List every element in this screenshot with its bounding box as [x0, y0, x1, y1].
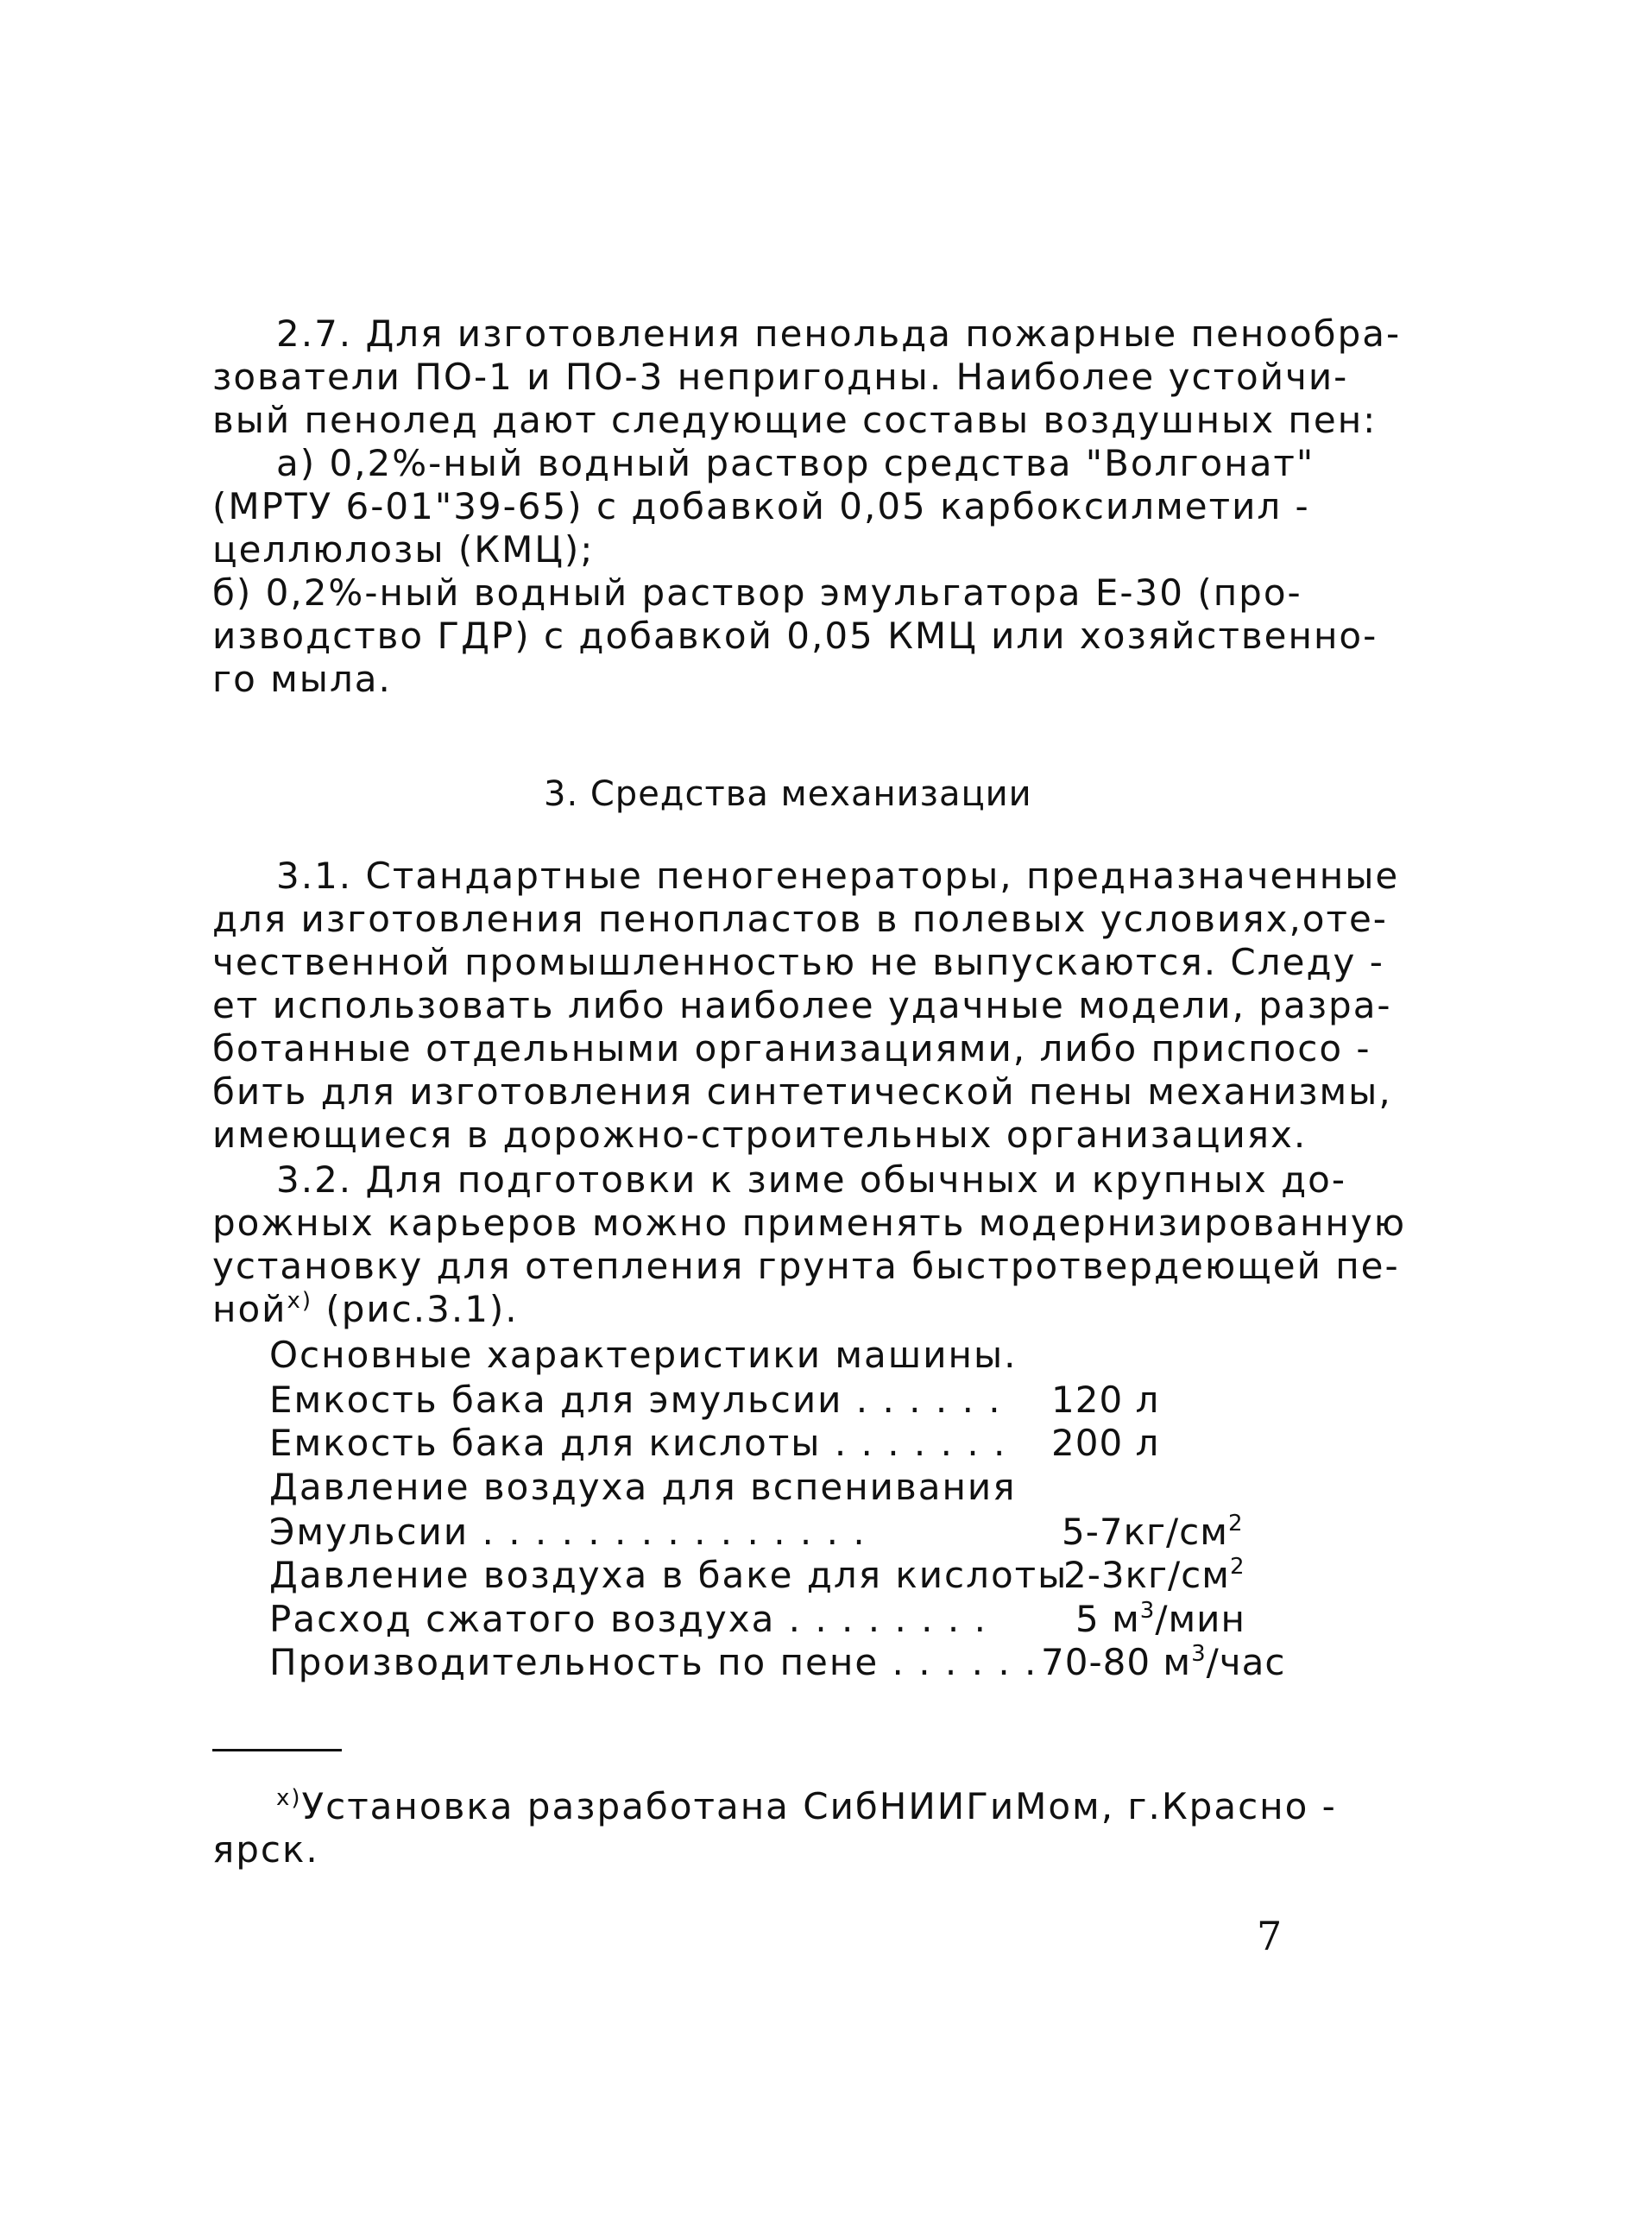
paragraph-line: б) 0,2%-ный водный раствор эмульгатора Е-30 (про- — [212, 571, 1302, 614]
spec-value-exponent: 3 — [1139, 1598, 1156, 1624]
paragraph-line: зователи ПО-1 и ПО-3 непригодны. Наиболее устойчи- — [212, 356, 1349, 398]
paragraph-line: рожных карьеров можно применять модернизированную — [212, 1202, 1407, 1244]
spec-label: Расход сжатого воздуха . . . . . . . . — [269, 1598, 987, 1640]
spec-label: Давление воздуха в баке для кислоты — [269, 1554, 1069, 1596]
spec-value: 200 л — [1051, 1422, 1160, 1464]
spec-value: 120 л — [1051, 1379, 1160, 1421]
footnote-separator — [212, 1749, 342, 1751]
paragraph-line: бить для изготовления синтетической пены механизмы, — [212, 1070, 1392, 1113]
paragraph-line: чественной промышленностью не выпускаются. Следу - — [212, 941, 1384, 983]
spec-value-unit: /мин — [1155, 1598, 1245, 1640]
footnote-mark: x) — [276, 1785, 302, 1811]
figure-reference: (рис.3.1). — [312, 1288, 519, 1330]
footnote-line: ярск. — [212, 1828, 319, 1871]
spec-value-unit: /час — [1206, 1641, 1286, 1683]
paragraph-line: а) 0,2%-ный водный раствор средства "Волгонат" — [276, 442, 1315, 484]
paragraph-line-with-footnote — [212, 1288, 519, 1331]
page-number: 7 — [1257, 1913, 1283, 1959]
paragraph-line: (МРТУ 6-01"39-65) с добавкой 0,05 карбоксилметил - — [212, 485, 1310, 527]
spec-value-exponent: 3 — [1191, 1641, 1207, 1667]
paragraph-line: 2.7. Для изготовления пенольда пожарные пенообра- — [276, 312, 1402, 355]
paragraph-line: установку для отепления грунта быстротвердеющей пе- — [212, 1245, 1400, 1287]
spec-label: Емкость бака для эмульсии . . . . . . — [269, 1379, 1002, 1421]
spec-value-text: 70-80 м — [1041, 1641, 1192, 1683]
specs-title: Основные характеристики машины. — [269, 1334, 1018, 1376]
footnote-text: Установка разработана СибНИИГиМом, г.Красно - — [301, 1785, 1337, 1827]
paragraph-line: вый пенолед дают следующие составы воздушных пен: — [212, 399, 1378, 441]
spec-value-text: 2-3кг/см — [1063, 1554, 1230, 1596]
paragraph-line: ет использовать либо наиболее удачные модели, разра- — [212, 984, 1392, 1026]
spec-value — [1062, 1511, 1244, 1554]
paragraph-line: ботанные отдельными организациями, либо приспосо - — [212, 1027, 1371, 1070]
spec-value — [1063, 1554, 1245, 1597]
footnote-line — [276, 1785, 1337, 1828]
spec-value-text: 5 м — [1075, 1598, 1140, 1640]
spec-label: Давление воздуха для вспенивания — [269, 1466, 1017, 1508]
paragraph-line: изводство ГДР) с добавкой 0,05 КМЦ или хозяйственно- — [212, 615, 1378, 657]
spec-value-exponent: 2 — [1227, 1511, 1244, 1537]
paragraph-line: для изготовления пенопластов в полевых условиях,оте- — [212, 898, 1388, 940]
section-heading: 3. Средства механизации — [544, 774, 1032, 814]
spec-value — [1075, 1598, 1245, 1641]
spec-value-text: 5-7кг/см — [1062, 1511, 1228, 1553]
paragraph-line: целлюлозы (КМЦ); — [212, 528, 595, 571]
paragraph-line: 3.2. Для подготовки к зиме обычных и крупных до- — [276, 1158, 1346, 1201]
paragraph-line: го мыла. — [212, 658, 392, 700]
paragraph-word: ной — [212, 1288, 287, 1330]
spec-label: Производительность по пене . . . . . . — [269, 1641, 1038, 1683]
spec-label: Емкость бака для кислоты . . . . . . . — [269, 1422, 1007, 1464]
footnote-reference: x) — [287, 1288, 312, 1314]
spec-label: Эмульсии . . . . . . . . . . . . . . . — [269, 1511, 867, 1553]
spec-value-exponent: 2 — [1229, 1554, 1245, 1580]
spec-value — [1041, 1641, 1285, 1684]
paragraph-line: имеющиеся в дорожно-строительных организациях. — [212, 1114, 1308, 1156]
paragraph-line: 3.1. Стандартные пеногенераторы, предназначенные — [276, 855, 1400, 897]
